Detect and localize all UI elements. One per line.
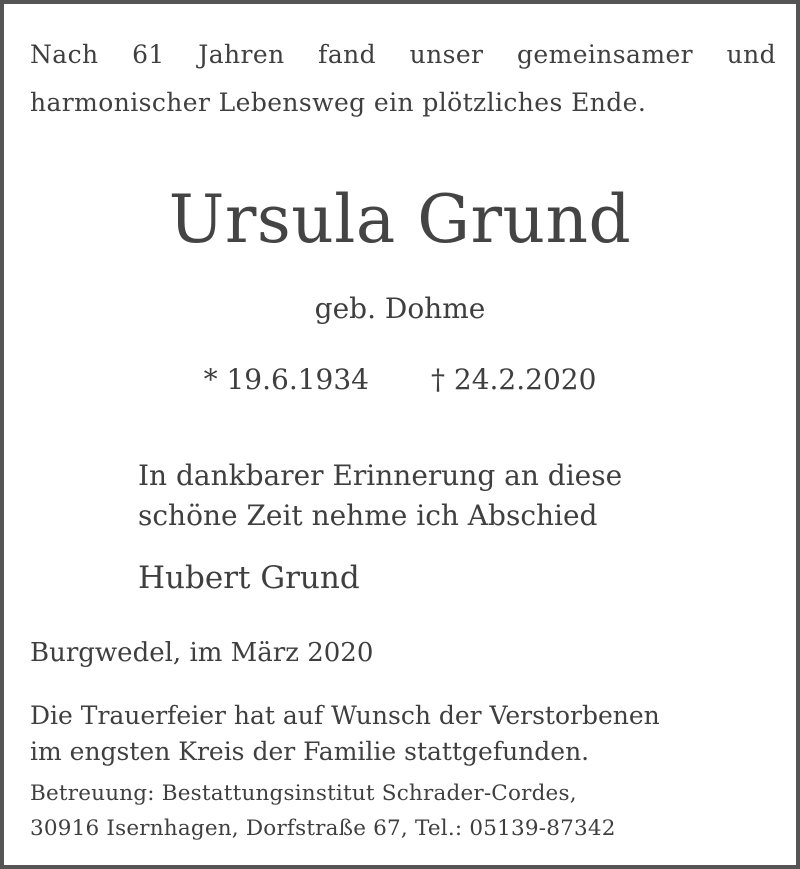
birth-date: * 19.6.1934 <box>203 363 369 396</box>
maiden-name: geb. Dohme <box>314 292 486 325</box>
intro-line-2: harmonischer Lebensweg ein plötzliches Ende. <box>30 88 647 117</box>
place-date: Burgwedel, im März 2020 <box>30 638 374 668</box>
care-line-2: 30916 Isernhagen, Dorfstraße 67, Tel.: 05139-87342 <box>30 816 616 841</box>
intro-line-1: Nach 61 Jahren fand unser gemeinsamer und <box>30 40 776 69</box>
service-line-2: im engsten Kreis der Familie stattgefunden. <box>30 737 590 766</box>
service-line-1: Die Trauerfeier hat auf Wunsch der Verstorbenen <box>30 701 660 730</box>
farewell-line-1: In dankbarer Erinnerung an diese <box>138 459 623 492</box>
life-dates <box>4 363 796 397</box>
deceased-name: Ursula Grund <box>168 181 632 258</box>
signer-name: Hubert Grund <box>138 560 360 596</box>
farewell-line-2: schöne Zeit nehme ich Abschied <box>138 499 598 532</box>
death-date: † 24.2.2020 <box>431 363 597 396</box>
care-line-1: Betreuung: Bestattungsinstitut Schrader-Cordes, <box>30 781 577 806</box>
